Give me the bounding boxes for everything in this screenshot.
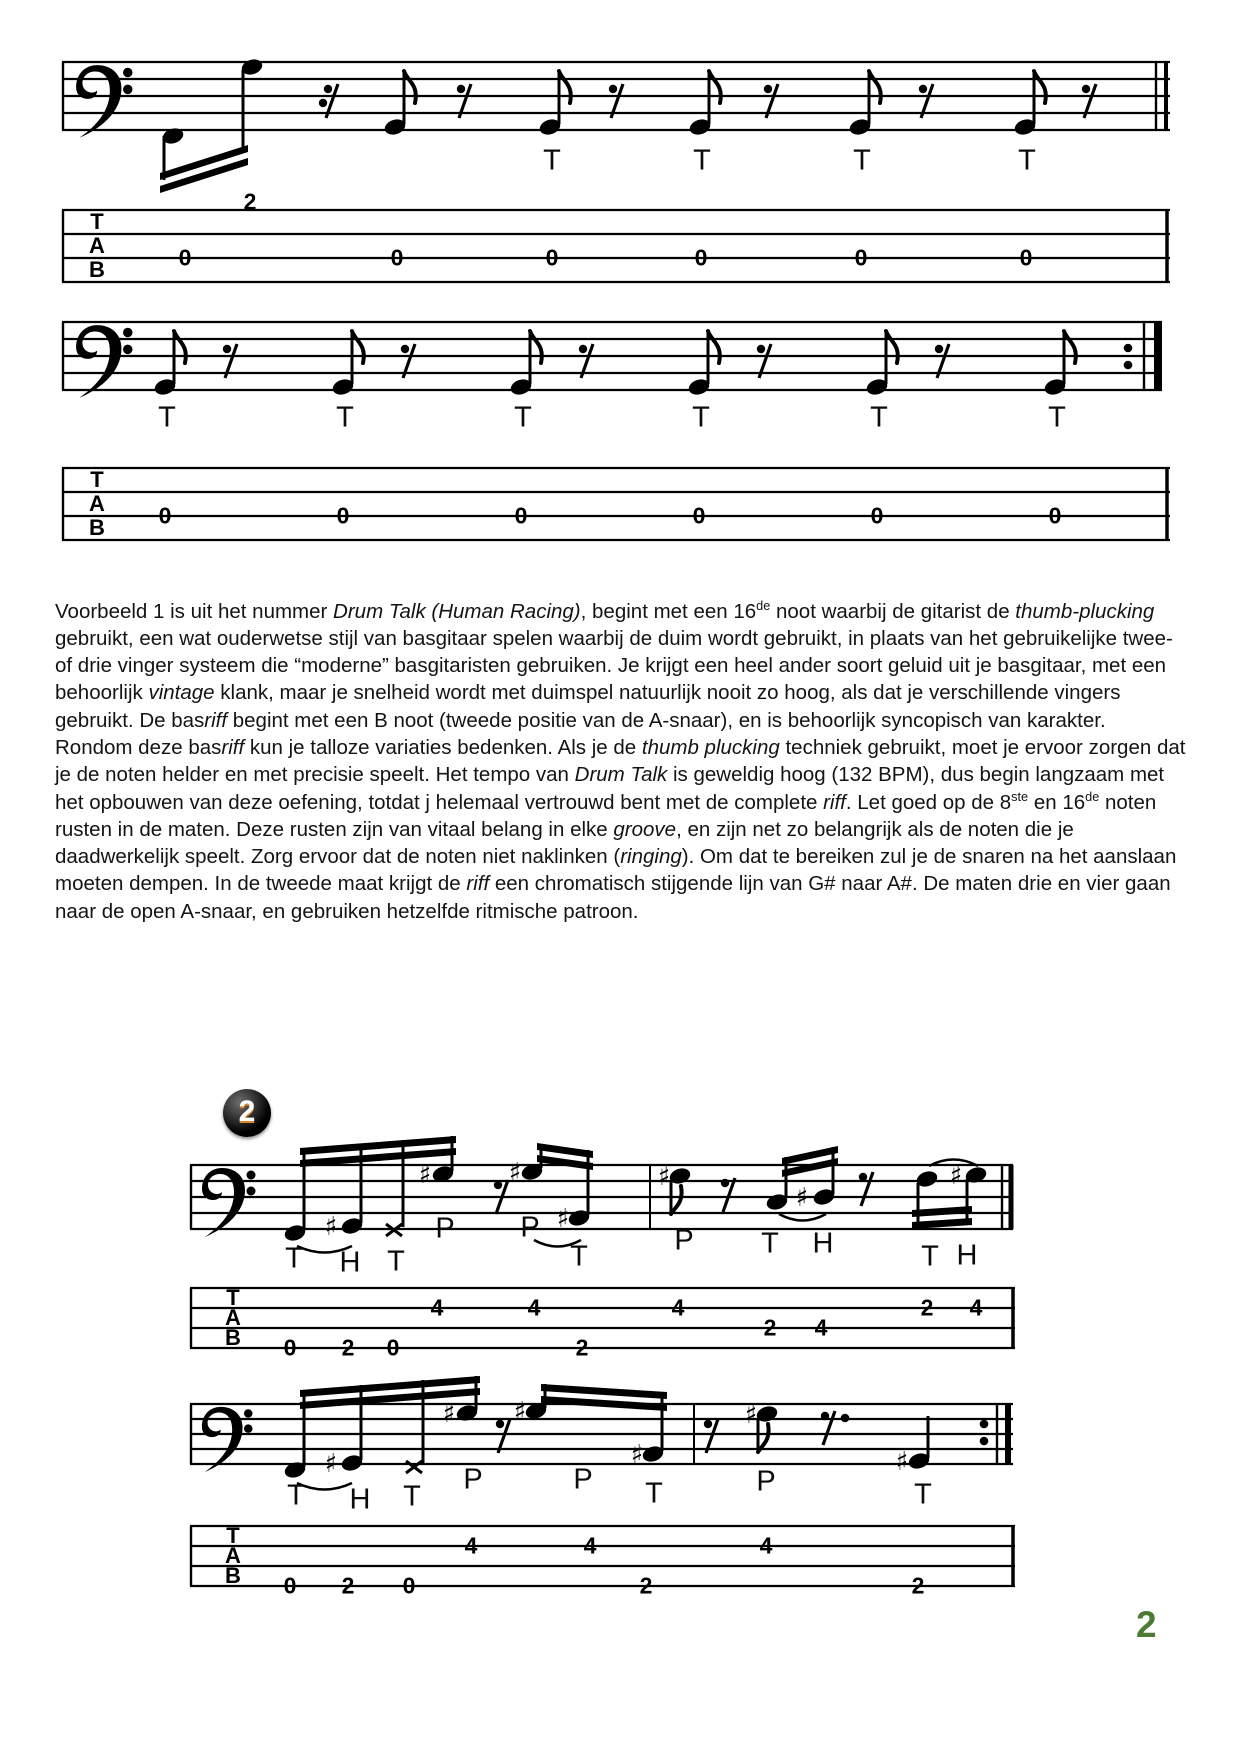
tab-fret-number: 2 [341, 1334, 355, 1361]
sharp-icon: ♯ [324, 1212, 338, 1242]
tab-fret-number: 2 [575, 1334, 589, 1361]
tab-fret-number: 2 [763, 1314, 777, 1341]
tab-fret-number: 4 [671, 1294, 685, 1321]
technique-marking: T [285, 1242, 303, 1275]
tab-string-label: A [225, 1305, 241, 1330]
tab-fret-number: 0 [390, 244, 404, 271]
technique-marking: T [287, 1479, 305, 1512]
technique-marking: T [921, 1240, 939, 1273]
technique-marking: T [761, 1227, 779, 1260]
tab-fret-number: 0 [178, 244, 192, 271]
tab-fret-number: 2 [920, 1294, 934, 1321]
body-paragraph: Voorbeeld 1 is uit het nummer Drum Talk (Human Racing), begint met een 16de noot waarbij de gitarist de thumb-plucking gebruikt, een wat ouderwetse stijl van basgitaar spelen waarbij de duim wordt gebruikt, in plaats van het gebruikelijke twee- of drie vinger systeem die “moderne” basgitaristen gebruiken. Je krijgt een heel ander soort geluid uit je basgitaar, met een behoorlijk vintage klank, maar je snelheid wordt met duimspel natuurlijk nooit zo hoog, als dat je verschillende vingers gebruikt. De basriff begint met een B noot (tweede positie van de A-snaar), en is behoorlijk syncopisch van karakter. Rondom deze basriff kun je talloze variaties bedenken. Als je de thumb plucking techniek gebruikt, moet je ervoor zorgen dat je de noten helder en met precisie speelt. Het tempo van Drum Talk is geweldig hoog (132 BPM), dus begin langzaam met het opbouwen van deze oefening, totdat j helemaal vertrouwd bent met de complete riff. Let goed op de 8ste en 16de noten rusten in de maten. Deze rusten zijn van vitaal belang in elke groove, en zijn net zo belangrijk als de noten die je daadwerkelijk speelt. Zorg ervoor dat de noten niet naklinken (ringing). Om dat te bereiken zul je de snaren na het aanslaan moeten dempen. In de tweede maat krijgt de riff een chromatisch stijgende lijn van G# naar A#. De maten drie en vier gaan naar de open A-snaar, en gebruiken hetzelfde ritmische patroon. [55, 597, 1186, 923]
example-2-badge-label: 2 [238, 1095, 256, 1128]
technique-marking: T [158, 401, 176, 434]
tab-fret-number: 0 [545, 244, 559, 271]
sharp-icon: ♯ [513, 1397, 527, 1427]
technique-marking: T [870, 401, 888, 434]
sharp-icon: ♯ [744, 1400, 758, 1430]
technique-marking: P [573, 1463, 593, 1496]
sharp-icon: ♯ [418, 1160, 432, 1190]
sharp-icon: ♯ [324, 1449, 338, 1479]
tab-fret-number: 0 [514, 502, 528, 529]
sharp-icon: ♯ [657, 1162, 671, 1192]
technique-marking: P [463, 1463, 483, 1496]
tab-string-label: T [90, 467, 104, 492]
tab-string-label: T [226, 1523, 240, 1548]
tab-string-label: A [89, 233, 105, 258]
technique-marking: T [1018, 144, 1036, 177]
tab-string-label: A [89, 491, 105, 516]
example-2-badge [223, 1089, 271, 1137]
sharp-icon: ♯ [795, 1183, 809, 1213]
tab-fret-number: 4 [969, 1294, 983, 1321]
technique-marking: H [956, 1239, 978, 1272]
technique-marking: T [645, 1477, 663, 1510]
tab-fret-number: 2 [639, 1572, 653, 1599]
tab-string-label: B [225, 1325, 241, 1350]
tab-fret-number: 0 [402, 1572, 416, 1599]
tab-fret-number: 2 [243, 188, 257, 215]
technique-marking: T [1048, 401, 1066, 434]
technique-marking: T [853, 144, 871, 177]
sharp-icon: ♯ [508, 1158, 522, 1188]
technique-marking: H [339, 1246, 361, 1279]
tab-fret-number: 0 [158, 502, 172, 529]
technique-marking: T [387, 1245, 405, 1278]
technique-marking: T [336, 401, 354, 434]
technique-marking: T [914, 1478, 932, 1511]
tab-fret-number: 0 [694, 244, 708, 271]
tab-fret-number: 4 [527, 1294, 541, 1321]
technique-marking: P [520, 1211, 540, 1244]
tab-fret-number: 0 [692, 502, 706, 529]
tab-fret-number: 0 [854, 244, 868, 271]
technique-marking: H [349, 1483, 371, 1516]
technique-marking: P [674, 1224, 694, 1257]
technique-marking: T [403, 1480, 421, 1513]
tab-string-label: B [225, 1563, 241, 1588]
tab-fret-number: 0 [870, 502, 884, 529]
sharp-icon: ♯ [949, 1161, 963, 1191]
tab-string-label: B [89, 515, 105, 540]
sharp-icon: ♯ [630, 1440, 644, 1470]
tab-string-label: A [225, 1543, 241, 1568]
technique-marking: T [514, 401, 532, 434]
tab-string-label: T [226, 1285, 240, 1310]
tab-string-label: B [89, 257, 105, 282]
tab-fret-number: 2 [341, 1572, 355, 1599]
tab-fret-number: 4 [430, 1294, 444, 1321]
tab-fret-number: 4 [464, 1532, 478, 1559]
technique-marking: T [543, 144, 561, 177]
tab-fret-number: 0 [336, 502, 350, 529]
tab-fret-number: 4 [814, 1314, 828, 1341]
tab-fret-number: 0 [283, 1572, 297, 1599]
sharp-icon: ♯ [895, 1447, 909, 1477]
tab-fret-number: 4 [583, 1532, 597, 1559]
page-number: 2 [1136, 1604, 1157, 1645]
technique-marking: T [570, 1240, 588, 1273]
tab-fret-number: 0 [1048, 502, 1062, 529]
tab-fret-number: 0 [283, 1334, 297, 1361]
tab-fret-number: 0 [1019, 244, 1033, 271]
tab-string-label: T [90, 209, 104, 234]
tab-fret-number: 4 [759, 1532, 773, 1559]
tab-fret-number: 0 [386, 1334, 400, 1361]
technique-marking: T [692, 401, 710, 434]
tab-fret-number: 2 [911, 1572, 925, 1599]
sharp-icon: ♯ [556, 1204, 570, 1234]
technique-marking: H [812, 1227, 834, 1260]
technique-marking: P [435, 1212, 455, 1245]
technique-marking: P [756, 1465, 776, 1498]
technique-marking: T [693, 144, 711, 177]
sharp-icon: ♯ [442, 1399, 456, 1429]
